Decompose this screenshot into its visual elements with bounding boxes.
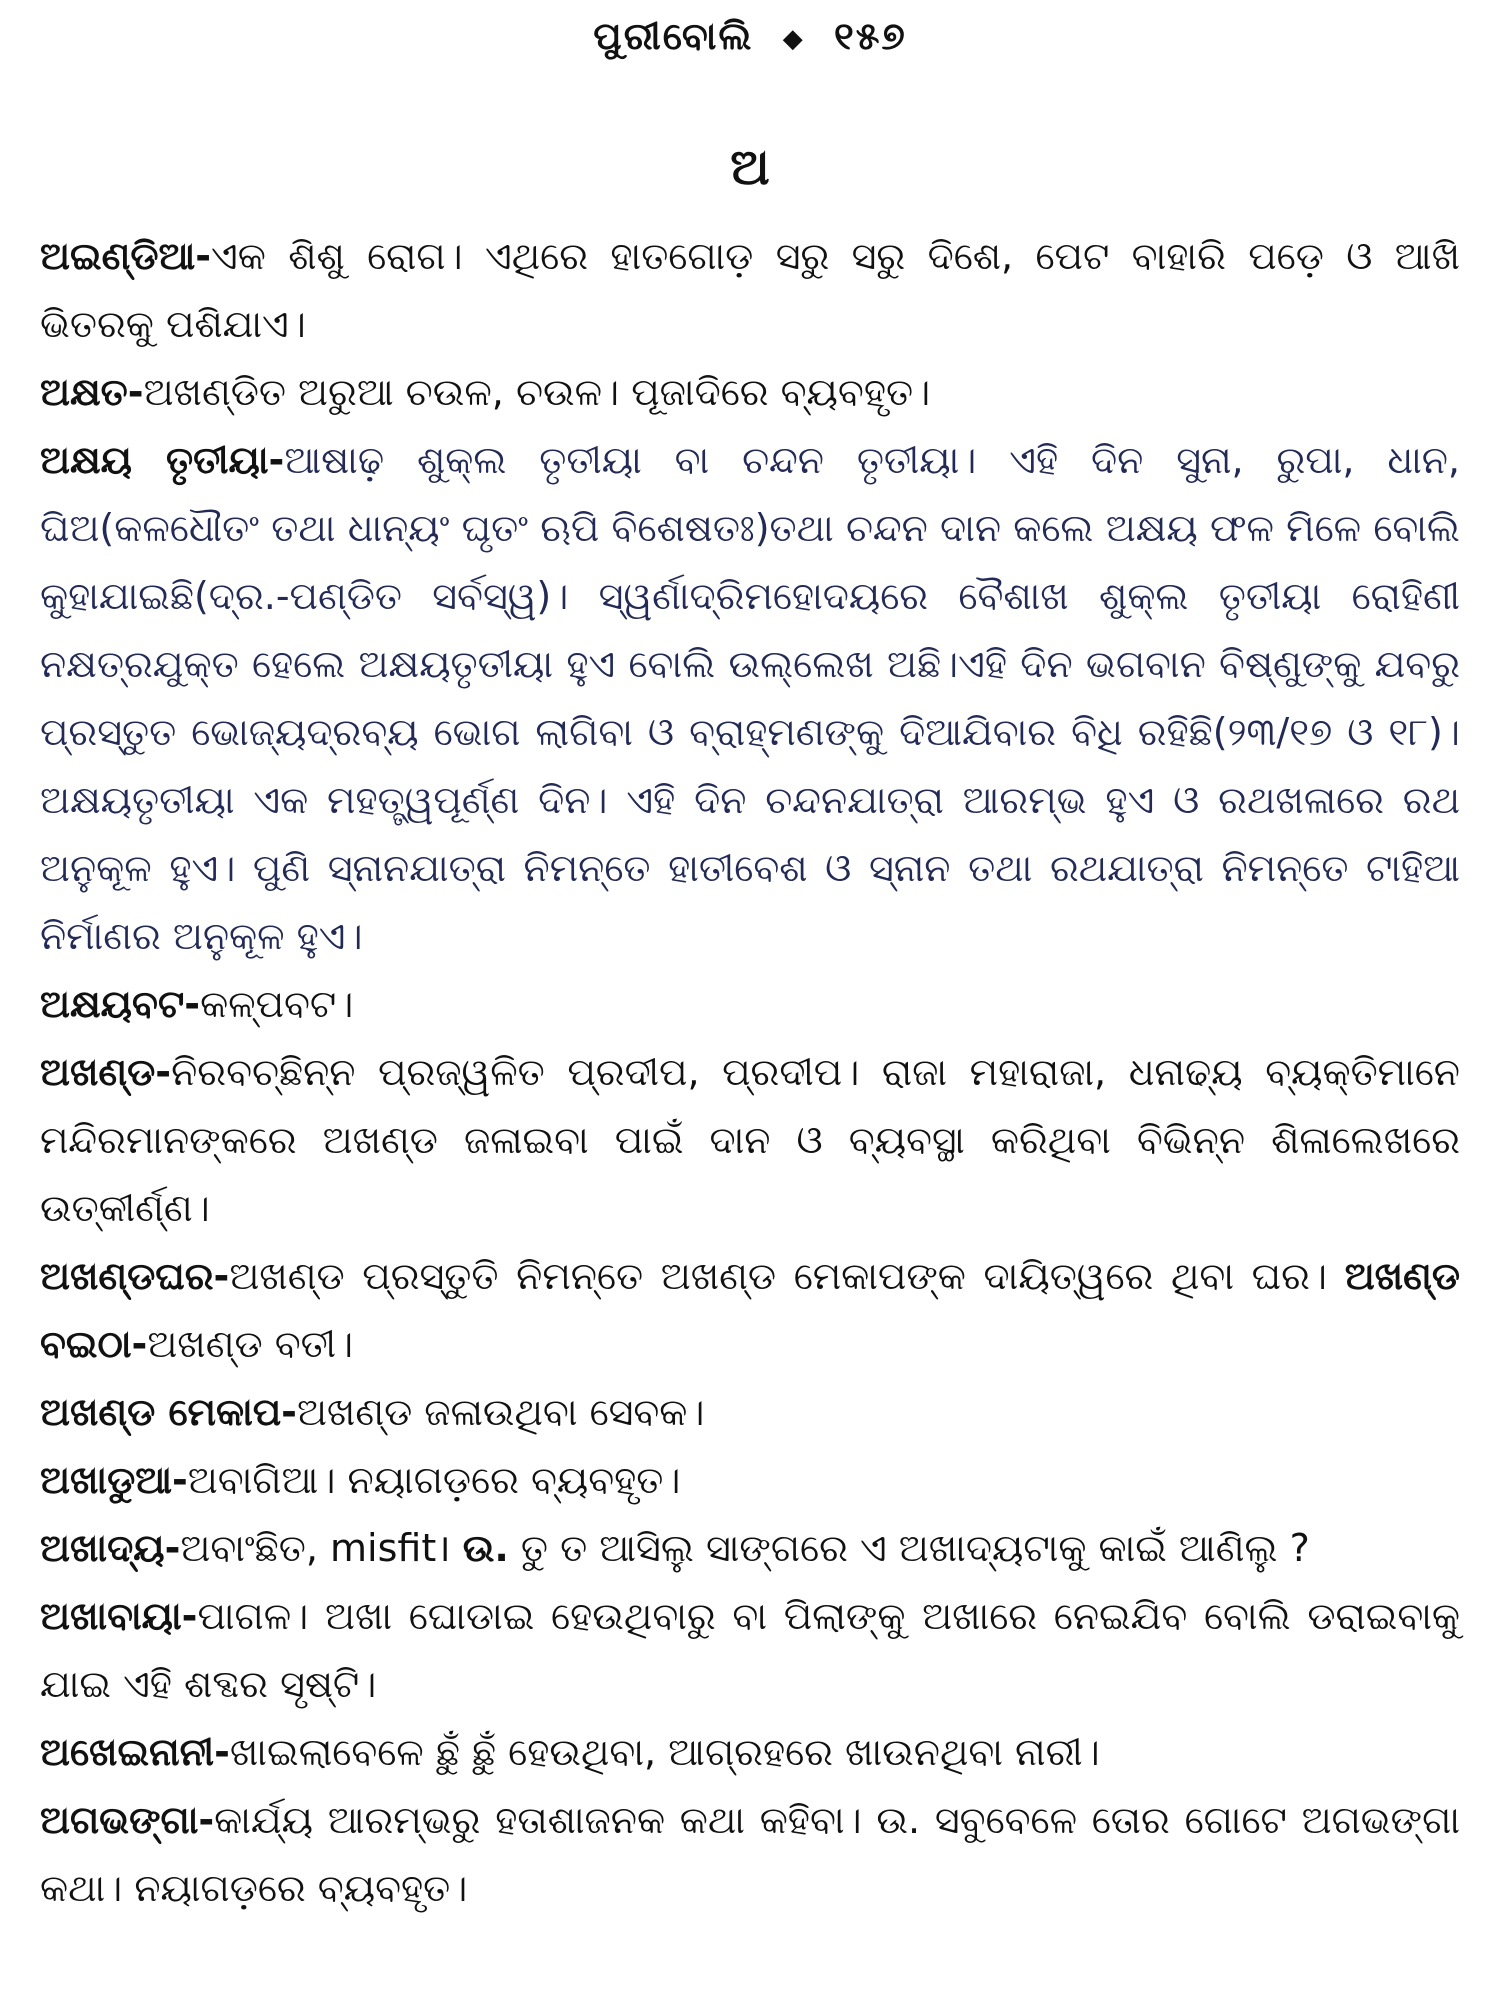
- running-header: [0, 14, 1500, 59]
- dictionary-entry: [40, 1038, 1460, 1242]
- entry-definition: ଅଖଣ୍ଡ ପ୍ରସ୍ତୁତି ନିମନ୍ତେ ଅଖଣ୍ଡ ମେକାପଙ୍କ ଦାୟିତ୍ୱରେ ଥିବା ଘର।: [229, 1254, 1328, 1298]
- entry-definition: ନିରବଚ୍ଛିନ୍ନ ପ୍ରଜ୍ୱଳିତ ପ୍ରଦୀପ, ପ୍ରଦୀପ। ରାଜା ମହାରାଜା, ଧନାଢ୍ୟ ବ୍ୟକ୍ତିମାନେ ମନ୍ଦିରମାନଙ୍କରେ ଅଖଣ୍ଡ ଜଳାଇବା ପାଇଁ ଦାନ ଓ ବ୍ୟବସ୍ଥା କରିଥିବା ବିଭିନ୍ନ ଶିଳାଲେଖରେ ଉତ୍କୀର୍ଣ୍ଣ।: [40, 1050, 1460, 1230]
- diamond-separator-icon: ◆: [782, 23, 805, 54]
- entry-headword: ଅଖାଦ୍ୟ-: [40, 1526, 181, 1570]
- dictionary-entry: [40, 1514, 1460, 1582]
- entry-headword: ଅଖଣ୍ଡ ମେକାପ-: [40, 1390, 297, 1434]
- entry-definition: ଅବାଂଛିତ, misfit।: [180, 1526, 451, 1570]
- entry-definition: କଳ୍ପବଟ।: [200, 982, 354, 1026]
- dictionary-entry: [40, 970, 1460, 1038]
- entry-headword: ଅକ୍ଷୟବଟ-: [40, 982, 201, 1026]
- section-letter: ଅ: [730, 138, 770, 196]
- entry-definition: କାର୍ଯ୍ୟ ଆରମ୍ଭରୁ ହତାଶାଜନକ କଥା କହିବା। ଉ. ସବୁବେଳେ ତୋର ଗୋଟେ ଅଗଭଙ୍ଗା କଥା। ନୟାଗଡ଼ରେ ବ୍ୟବହୃତ।: [40, 1798, 1460, 1910]
- entry-headword: ଅଇଣ୍ଡିଆ-: [40, 234, 212, 278]
- dictionary-entry: [40, 1786, 1460, 1922]
- dictionary-entry: [40, 1582, 1460, 1718]
- dictionary-entry: [40, 358, 1460, 426]
- entry-definition: ପାଗଳ। ଅଖା ଘୋଡାଇ ହେଉଥିବାରୁ ବା ପିଲାଙ୍କୁ ଅଖାରେ ନେଇଯିବ ବୋଲି ଡରାଇବାକୁ ଯାଇ ଏହି ଶବ୍ଦର ସୃଷ୍ଟି।: [40, 1594, 1460, 1706]
- entry-headword: ଅଗଭଙ୍ଗା-: [40, 1798, 215, 1842]
- dictionary-entry: [40, 1718, 1460, 1786]
- entry-list: [40, 222, 1460, 1922]
- dictionary-entry: [40, 1446, 1460, 1514]
- entry-definition: ଆଷାଢ଼ ଶୁକ୍ଲ ତୃତୀୟା ବା ଚନ୍ଦନ ତୃତୀୟା। ଏହି ଦିନ ସୁନା, ରୁପା, ଧାନ, ଘିଅ(କଳଧୌତଂ ତଥା ଧାନ୍ୟଂ ଘୃତଂ ଋପି ବିଶେଷତଃ)ତଥା ଚନ୍ଦନ ଦାନ କଲେ ଅକ୍ଷୟ ଫଳ ମିଳେ ବୋଲି କୁହାଯାଇଛି(ଦ୍ର.-ପଣ୍ଡିତ ସର୍ବସ୍ୱ)। ସ୍ୱର୍ଣାଦ୍ରିମହୋଦୟରେ ବୈଶାଖ ଶୁକ୍ଲ ତୃତୀୟା ରୋହିଣୀ ନକ୍ଷତ୍ରଯୁକ୍ତ ହେଲେ ଅକ୍ଷୟତୃତୀୟା ହୁଏ ବୋଲି ଉଲ୍ଲେଖ ଅଛି।ଏହି ଦିନ ଭଗବାନ ବିଷ୍ଣୁଙ୍କୁ ଯବରୁ ପ୍ରସ୍ତୁତ ଭୋଜ୍ୟଦ୍ରବ୍ୟ ଭୋଗ ଲାଗିବା ଓ ବ୍ରାହ୍ମଣଙ୍କୁ ଦିଆଯିବାର ବିଧି ରହିଛି(୨୩/୧୭ ଓ ୧୮)। ଅକ୍ଷୟତୃତୀୟା ଏକ ମହତ୍ତ୍ୱପୂର୍ଣ୍ଣ ଦିନ। ଏହି ଦିନ ଚନ୍ଦନଯାତ୍ରା ଆରମ୍ଭ ହୁଏ ଓ ରଥଖଳାରେ ରଥ ଅନୁକୂଳ ହୁଏ। ପୁଣି ସ୍ନାନଯାତ୍ରା ନିମନ୍ତେ ହାତୀବେଶ ଓ ସ୍ନାନ ତଥା ରଥଯାତ୍ରା ନିମନ୍ତେ ଟାହିଆ ନିର୍ମାଣର ଅନୁକୂଳ ହୁଏ।: [40, 438, 1460, 958]
- entry-headword: ଅକ୍ଷୟ ତୃତୀୟା-: [40, 438, 285, 482]
- entry-definition: ଅଖଣ୍ଡିତ ଅରୁଆ ଚଉଳ, ଚଉଳ। ପୂଜାଦିରେ ବ୍ୟବହୃତ।: [143, 370, 931, 414]
- dictionary-entry: [40, 1242, 1460, 1378]
- entry-headword: ଅଖେଇନାନୀ-: [40, 1730, 230, 1774]
- entry-definition: ଅଖଣ୍ଡ ବତୀ।: [147, 1322, 354, 1366]
- entry-headword: ଅଖାଡୁଆ-: [40, 1458, 188, 1502]
- entry-example: ତୁ ତ ଆସିଲୁ ସାଙ୍ଗରେ ଏ ଅଖାଦ୍ୟଟାକୁ କାଇଁ ଆଣିଲୁ ?: [520, 1526, 1310, 1570]
- entry-definition: ଖାଇଲାବେଳେ ଛୁଁ ଛୁଁ ହେଉଥିବା, ଆଗ୍ରହରେ ଖାଉନଥିବା ନାରୀ।: [229, 1730, 1100, 1774]
- page-number: ୧୫୭: [833, 14, 907, 58]
- entry-definition: ଅଖଣ୍ଡ ଜଳାଉଥିବା ସେବକ।: [296, 1390, 705, 1434]
- entry-headword: ଅଖଣ୍ଡଘର-: [40, 1254, 230, 1298]
- dictionary-entry: [40, 222, 1460, 358]
- entry-headword: ଅଖଣ୍ଡ ବଇଠା-: [40, 1254, 1460, 1366]
- entry-headword: ଅଖାବାୟା-: [40, 1594, 198, 1638]
- dictionary-entry: [40, 426, 1460, 970]
- dictionary-entry: [40, 1378, 1460, 1446]
- entry-definition: ଅବାଗିଆ। ନୟାଗଡ଼ରେ ବ୍ୟବହୃତ।: [187, 1458, 681, 1502]
- entry-headword: ଅଖଣ୍ଡ-: [40, 1050, 172, 1094]
- entry-headword: ଅକ୍ଷତ-: [40, 370, 144, 414]
- example-marker: ଉ.: [462, 1526, 509, 1570]
- running-title: ପୁରୀବୋଲି: [593, 14, 754, 58]
- entry-definition: ଏକ ଶିଶୁ ରୋଗ। ଏଥିରେ ହାତଗୋଡ଼ ସରୁ ସରୁ ଦିଶେ, ପେଟ ବାହାରି ପଡ଼େ ଓ ଆଖି ଭିତରକୁ ପଶିଯାଏ।: [40, 234, 1460, 346]
